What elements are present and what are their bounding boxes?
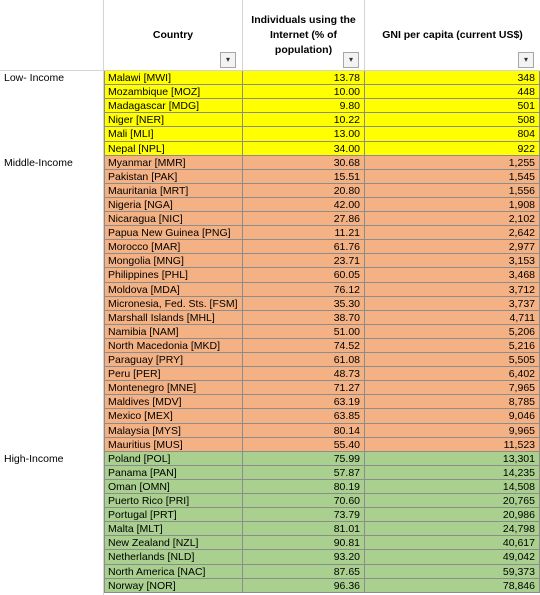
country-cell[interactable]: Mali [MLI]: [104, 127, 243, 142]
gni-cell[interactable]: 1,545: [365, 170, 540, 184]
country-cell[interactable]: Peru [PER]: [104, 367, 243, 381]
country-cell[interactable]: Poland [POL]: [104, 452, 243, 466]
internet-pct-cell[interactable]: 90.81: [243, 536, 365, 550]
internet-pct-cell[interactable]: 34.00: [243, 142, 365, 156]
gni-cell[interactable]: 508: [365, 113, 540, 127]
gni-cell[interactable]: 448: [365, 85, 540, 99]
internet-pct-cell[interactable]: 76.12: [243, 283, 365, 297]
country-cell[interactable]: Paraguay [PRY]: [104, 353, 243, 367]
gni-cell[interactable]: 1,255: [365, 156, 540, 170]
country-cell[interactable]: Maldives [MDV]: [104, 395, 243, 409]
internet-pct-cell[interactable]: 74.52: [243, 339, 365, 353]
country-cell[interactable]: Mauritius [MUS]: [104, 438, 243, 452]
internet-pct-cell[interactable]: 51.00: [243, 325, 365, 339]
country-cell[interactable]: Nigeria [NGA]: [104, 198, 243, 212]
gni-cell[interactable]: 40,617: [365, 536, 540, 550]
internet-pct-cell[interactable]: 63.85: [243, 409, 365, 424]
gni-cell[interactable]: 24,798: [365, 522, 540, 536]
gni-cell[interactable]: 14,235: [365, 466, 540, 480]
gni-cell[interactable]: 6,402: [365, 367, 540, 381]
header-internet-label: Individuals using the Internet (% of population): [251, 14, 356, 56]
internet-pct-cell[interactable]: 13.78: [243, 71, 365, 85]
gni-cell[interactable]: 9,965: [365, 424, 540, 438]
country-cell[interactable]: Papua New Guinea [PNG]: [104, 226, 243, 240]
internet-pct-cell[interactable]: 35.30: [243, 297, 365, 311]
header-gni-label: GNI per capita (current US$): [382, 29, 523, 41]
gni-cell[interactable]: 501: [365, 99, 540, 113]
filter-button-gni[interactable]: [518, 52, 534, 68]
country-cell[interactable]: Malawi [MWI]: [104, 71, 243, 85]
country-cell[interactable]: Puerto Rico [PRI]: [104, 494, 243, 508]
country-cell[interactable]: Panama [PAN]: [104, 466, 243, 480]
internet-pct-cell[interactable]: 30.68: [243, 156, 365, 170]
income-group-label: High-Income: [4, 453, 64, 465]
gni-cell[interactable]: 7,965: [365, 381, 540, 395]
internet-pct-cell[interactable]: 57.87: [243, 466, 365, 480]
internet-pct-cell[interactable]: 61.08: [243, 353, 365, 367]
country-cell[interactable]: Myanmar [MMR]: [104, 156, 243, 170]
income-group-label: Low- Income: [4, 72, 65, 84]
country-cell[interactable]: Mongolia [MNG]: [104, 254, 243, 268]
internet-pct-cell[interactable]: 48.73: [243, 367, 365, 381]
internet-pct-cell[interactable]: 20.80: [243, 184, 365, 198]
internet-pct-cell[interactable]: 81.01: [243, 522, 365, 536]
country-cell[interactable]: Norway [NOR]: [104, 579, 243, 593]
internet-pct-cell[interactable]: 61.76: [243, 240, 365, 254]
country-cell[interactable]: Malaysia [MYS]: [104, 424, 243, 438]
gni-cell[interactable]: 20,986: [365, 508, 540, 522]
country-cell[interactable]: Moldova [MDA]: [104, 283, 243, 297]
gni-cell[interactable]: 5,216: [365, 339, 540, 353]
internet-pct-cell[interactable]: 75.99: [243, 452, 365, 466]
internet-pct-cell[interactable]: 38.70: [243, 311, 365, 325]
filter-button-internet[interactable]: [343, 52, 359, 68]
chevron-down-icon: ▾: [523, 55, 528, 64]
gni-cell[interactable]: 14,508: [365, 480, 540, 494]
chevron-down-icon: ▾: [225, 55, 230, 64]
internet-pct-cell[interactable]: 80.14: [243, 424, 365, 438]
country-cell[interactable]: Malta [MLT]: [104, 522, 243, 536]
internet-pct-cell[interactable]: 80.19: [243, 480, 365, 494]
country-cell[interactable]: Oman [OMN]: [104, 480, 243, 494]
gni-cell[interactable]: 5,505: [365, 353, 540, 367]
country-cell[interactable]: Namibia [NAM]: [104, 325, 243, 339]
internet-pct-cell[interactable]: 9.80: [243, 99, 365, 113]
gni-cell[interactable]: 1,908: [365, 198, 540, 212]
gni-cell[interactable]: 3,153: [365, 254, 540, 268]
gni-cell[interactable]: 922: [365, 142, 540, 156]
gni-cell[interactable]: 5,206: [365, 325, 540, 339]
internet-pct-cell[interactable]: 13.00: [243, 127, 365, 142]
country-cell[interactable]: Nicaragua [NIC]: [104, 212, 243, 226]
country-cell[interactable]: Mauritania [MRT]: [104, 184, 243, 198]
country-cell[interactable]: Portugal [PRT]: [104, 508, 243, 522]
gni-cell[interactable]: 3,712: [365, 283, 540, 297]
country-cell[interactable]: North Macedonia [MKD]: [104, 339, 243, 353]
gni-cell[interactable]: 59,373: [365, 565, 540, 579]
header-gni: [365, 0, 540, 71]
header-country-label: Country: [152, 29, 194, 41]
internet-pct-cell[interactable]: 73.79: [243, 508, 365, 522]
gni-cell[interactable]: 2,642: [365, 226, 540, 240]
country-cell[interactable]: Marshall Islands [MHL]: [104, 311, 243, 325]
country-cell[interactable]: Pakistan [PAK]: [104, 170, 243, 184]
internet-pct-cell[interactable]: 55.40: [243, 438, 365, 452]
gni-cell[interactable]: 1,556: [365, 184, 540, 198]
gni-cell[interactable]: 804: [365, 127, 540, 142]
country-cell[interactable]: Madagascar [MDG]: [104, 99, 243, 113]
gni-cell[interactable]: 2,977: [365, 240, 540, 254]
internet-pct-cell[interactable]: 96.36: [243, 579, 365, 593]
gni-cell[interactable]: 11,523: [365, 438, 540, 452]
internet-pct-cell[interactable]: 42.00: [243, 198, 365, 212]
country-cell[interactable]: New Zealand [NZL]: [104, 536, 243, 550]
gni-cell[interactable]: 49,042: [365, 550, 540, 565]
internet-pct-cell[interactable]: 15.51: [243, 170, 365, 184]
country-cell[interactable]: Morocco [MAR]: [104, 240, 243, 254]
gni-cell[interactable]: 3,737: [365, 297, 540, 311]
gni-cell[interactable]: 8,785: [365, 395, 540, 409]
country-cell[interactable]: Mexico [MEX]: [104, 409, 243, 424]
gni-cell[interactable]: 2,102: [365, 212, 540, 226]
country-cell[interactable]: North America [NAC]: [104, 565, 243, 579]
chevron-down-icon: ▾: [348, 55, 353, 64]
gni-cell[interactable]: 20,765: [365, 494, 540, 508]
country-cell[interactable]: Niger [NER]: [104, 113, 243, 127]
internet-pct-cell[interactable]: 11.21: [243, 226, 365, 240]
income-group-label: Middle-Income: [4, 157, 73, 169]
gni-cell[interactable]: 348: [365, 71, 540, 85]
gni-cell[interactable]: 78,846: [365, 579, 540, 593]
gni-cell[interactable]: 4,711: [365, 311, 540, 325]
internet-pct-cell[interactable]: 27.86: [243, 212, 365, 226]
internet-pct-cell[interactable]: 70.60: [243, 494, 365, 508]
internet-pct-cell[interactable]: 60.05: [243, 268, 365, 283]
country-cell[interactable]: Nepal [NPL]: [104, 142, 243, 156]
internet-pct-cell[interactable]: 71.27: [243, 381, 365, 395]
filter-button-country[interactable]: [220, 52, 236, 68]
internet-pct-cell[interactable]: 10.22: [243, 113, 365, 127]
country-cell[interactable]: Mozambique [MOZ]: [104, 85, 243, 99]
internet-pct-cell[interactable]: 87.65: [243, 565, 365, 579]
internet-pct-cell[interactable]: 10.00: [243, 85, 365, 99]
country-cell[interactable]: Micronesia, Fed. Sts. [FSM]: [104, 297, 243, 311]
gni-cell[interactable]: 13,301: [365, 452, 540, 466]
internet-pct-cell[interactable]: 23.71: [243, 254, 365, 268]
gni-cell[interactable]: 9,046: [365, 409, 540, 424]
internet-pct-cell[interactable]: 63.19: [243, 395, 365, 409]
country-cell[interactable]: Netherlands [NLD]: [104, 550, 243, 565]
country-cell[interactable]: Montenegro [MNE]: [104, 381, 243, 395]
country-cell[interactable]: Philippines [PHL]: [104, 268, 243, 283]
gni-cell[interactable]: 3,468: [365, 268, 540, 283]
internet-pct-cell[interactable]: 93.20: [243, 550, 365, 565]
